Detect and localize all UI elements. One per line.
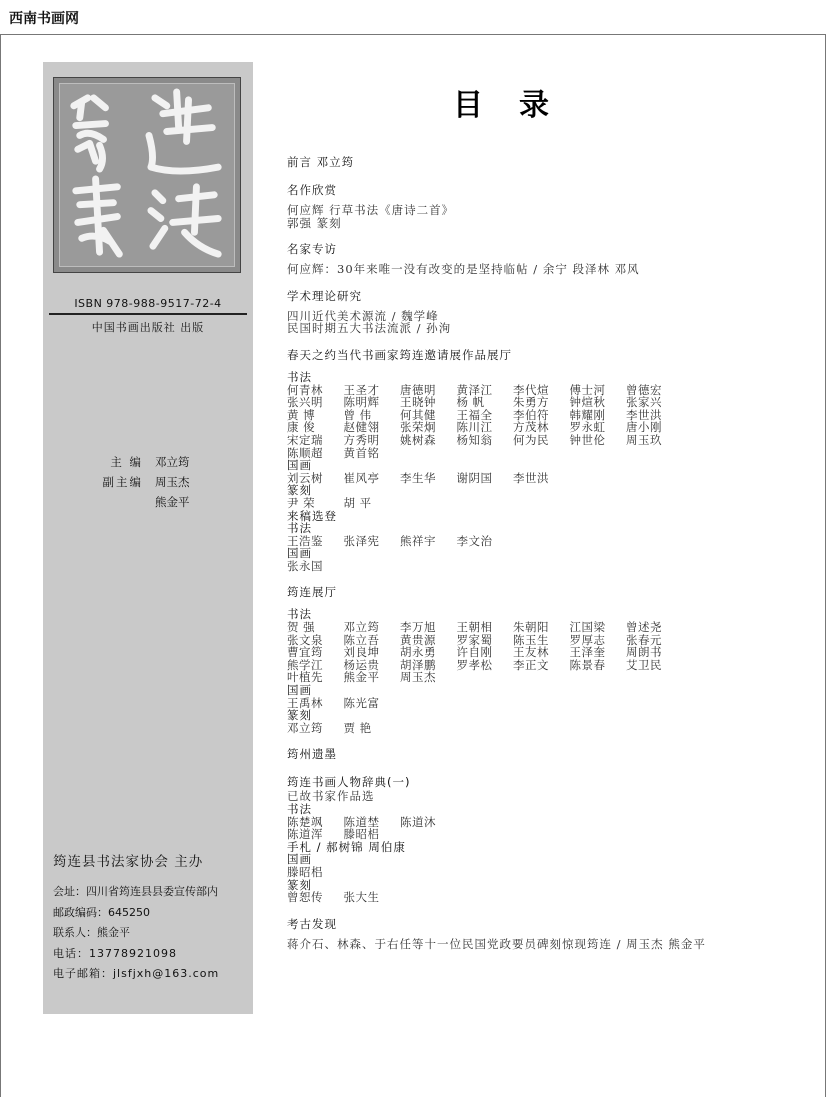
artist-name: 李文治 — [456, 533, 493, 548]
artist-name: 傅士河 — [569, 382, 606, 397]
artist-name: 唐小刚 — [626, 420, 662, 435]
toc-section-heading: 春天之约当代书画家筠连邀请展作品展厅 — [287, 347, 512, 362]
sidebar-panel — [43, 62, 253, 1014]
artist-name: 邓立筠 — [287, 720, 323, 735]
artist-name: 陈景春 — [569, 657, 606, 672]
artist-name: 王泽奎 — [569, 645, 606, 660]
name-grid — [287, 497, 727, 510]
editor-row — [43, 452, 190, 472]
host-organization: 筠连县书法家协会 主办 — [53, 854, 204, 870]
artist-name: 陈楚飒 — [287, 814, 323, 829]
artist-name: 方茂林 — [513, 420, 549, 435]
artist-name: 王浩鉴 — [287, 533, 323, 548]
artist-name: 王友林 — [513, 645, 549, 660]
isbn-number: ISBN 978-988-9517-72-4 — [74, 297, 222, 310]
toc-subheading: 国画 — [287, 546, 312, 561]
contact-postcode: 邮政编码：645250 — [53, 905, 150, 919]
toc-subheading: 篆刻 — [287, 877, 312, 892]
toc-section-heading: 学术理论研究 — [287, 288, 362, 303]
artist-name: 陈道埜 — [343, 814, 380, 829]
artist-name: 罗永虹 — [569, 420, 606, 435]
toc-entry: 何应辉：30年来唯一没有改变的是坚持临帖 / 余宁 段泽林 邓风 — [287, 262, 640, 277]
artist-name: 陈明辉 — [343, 395, 380, 410]
artist-name: 杨运贵 — [343, 657, 380, 672]
name-grid — [287, 891, 727, 904]
artist-name: 张大生 — [343, 890, 380, 905]
artist-name: 熊祥宇 — [400, 533, 436, 548]
artist-name: 李伯符 — [513, 407, 549, 422]
contact-address: 会址：四川省筠连县县委宣传部内 — [53, 885, 218, 898]
artist-name: 王晓钟 — [400, 395, 436, 410]
editor-row — [43, 472, 190, 492]
toc-section-heading: 筠州遗墨 — [287, 747, 337, 762]
artist-name: 陈道沐 — [400, 814, 436, 829]
artist-name: 李世洪 — [626, 407, 662, 422]
artist-name: 李代煊 — [513, 382, 549, 397]
artist-name: 滕昭梠 — [343, 827, 380, 842]
artist-name: 王圣才 — [343, 382, 380, 397]
editor-role — [43, 492, 155, 512]
artist-name: 李生华 — [400, 470, 436, 485]
artist-name: 张泽宪 — [343, 533, 380, 548]
artist-name: 张兴明 — [287, 395, 323, 410]
artist-name: 黄泽江 — [456, 382, 493, 397]
contact-info — [53, 882, 219, 985]
artist-name: 宋定瑞 — [287, 432, 323, 447]
artist-name: 胡 平 — [343, 495, 372, 510]
artist-name: 陈玉生 — [513, 632, 549, 647]
artist-name: 黄首铭 — [343, 445, 380, 460]
artist-name: 王朝相 — [456, 620, 493, 635]
editor-name: 邓立筠 — [155, 455, 190, 469]
artist-name: 何青林 — [287, 382, 323, 397]
name-grid — [287, 621, 727, 684]
toc-section-heading: 名家专访 — [287, 242, 337, 257]
artist-name: 熊学江 — [287, 657, 323, 672]
artist-name: 唐德明 — [400, 382, 436, 397]
toc-subheading: 篆刻 — [287, 708, 312, 723]
artist-name: 杨知翁 — [456, 432, 493, 447]
artist-name: 江国梁 — [569, 620, 606, 635]
editor-role: 副主编 — [102, 475, 143, 489]
artist-name: 陈道浑 — [287, 827, 323, 842]
artist-name: 何为民 — [513, 432, 549, 447]
contact-person: 联系人：熊金平 — [53, 926, 130, 939]
toc-preface: 前言 邓立筠 — [287, 155, 355, 169]
artist-name: 杨 帆 — [456, 395, 485, 410]
artist-name: 李世洪 — [513, 470, 549, 485]
artist-name: 方秀明 — [343, 432, 380, 447]
toc-entry: 已故书家作品选 — [287, 789, 375, 804]
toc-entry: 民国时期五大书法流派 / 孙洵 — [287, 321, 452, 336]
artist-name: 王福全 — [456, 407, 493, 422]
artist-name: 何其健 — [400, 407, 436, 422]
artist-name: 曾德宏 — [626, 382, 662, 397]
name-grid — [287, 866, 727, 879]
editor-role: 主 编 — [110, 455, 143, 469]
toc-entry: 四川近代美术源流 / 魏学峰 — [287, 308, 439, 323]
toc-subheading: 书法 — [287, 369, 312, 384]
page-title: 目录 — [453, 88, 585, 123]
artist-name: 张永国 — [287, 558, 323, 573]
editors-list — [43, 452, 190, 512]
artist-name: 周朗书 — [626, 645, 662, 660]
toc-subheading: 国画 — [287, 458, 312, 473]
name-grid — [287, 560, 727, 573]
toc-subheading: 手札 / 郝树锦 周伯康 — [287, 839, 406, 854]
toc-subheading: 书法 — [287, 521, 312, 536]
artist-name: 钟煊秋 — [569, 395, 606, 410]
artist-name: 黄 博 — [287, 407, 316, 422]
contact-phone: 电话：13778921098 — [53, 946, 177, 960]
name-grid — [287, 816, 457, 841]
artist-name: 熊金平 — [343, 670, 380, 685]
artist-name: 张家兴 — [626, 395, 662, 410]
artist-name: 曾述尧 — [626, 620, 662, 635]
artist-name: 刘良坤 — [343, 645, 380, 660]
toc-entry: 蒋介石、林森、于右任等十一位民国党政要员碑刻惊现筠连 / 周玉杰 熊金平 — [287, 936, 706, 951]
artist-name: 康 俊 — [287, 420, 316, 435]
toc-section-heading: 筠连展厅 — [287, 585, 337, 600]
name-grid — [287, 535, 727, 548]
calligraphy-logo — [53, 77, 241, 273]
artist-name: 谢阴国 — [456, 470, 493, 485]
table-of-contents — [287, 154, 727, 950]
artist-name: 周玉玖 — [626, 432, 662, 447]
name-grid — [287, 697, 727, 710]
toc-entry: 何应辉 行草书法《唐诗二首》 — [287, 203, 455, 217]
artist-name: 尹 荣 — [287, 495, 316, 510]
calligraphy-logo-image — [60, 84, 234, 266]
artist-name: 李正文 — [513, 657, 549, 672]
artist-name: 贾 艳 — [343, 720, 372, 735]
artist-name: 张荣炯 — [400, 420, 436, 435]
artist-name: 姚树森 — [400, 432, 436, 447]
toc-section-heading: 名作欣赏 — [287, 183, 337, 197]
calligraphy-logo-inner — [59, 83, 235, 267]
artist-name: 陈光富 — [343, 695, 380, 710]
artist-name: 王禹林 — [287, 695, 323, 710]
artist-name: 韩耀刚 — [569, 407, 606, 422]
artist-name: 陈川江 — [456, 420, 493, 435]
artist-name: 胡泽鹏 — [400, 657, 436, 672]
artist-name: 钟世伦 — [569, 432, 606, 447]
artist-name: 陈顺超 — [287, 445, 323, 460]
name-grid — [287, 722, 727, 735]
publisher: 中国书画出版社 出版 — [91, 321, 205, 334]
toc-subheading: 书法 — [287, 802, 312, 816]
name-grid — [287, 384, 727, 460]
artist-name: 朱勇方 — [513, 395, 549, 410]
toc-section-heading: 考古发现 — [287, 916, 337, 931]
artist-name: 张文泉 — [287, 632, 323, 647]
contact-email: 电子邮箱：jlsfjxh@163.com — [53, 967, 220, 980]
artist-name: 叶植先 — [287, 670, 323, 685]
artist-name: 李万旭 — [400, 620, 436, 635]
editor-row — [43, 492, 190, 512]
artist-name: 罗厚志 — [569, 632, 606, 647]
toc-subheading: 来稿选登 — [287, 508, 337, 523]
artist-name: 黄贵源 — [400, 632, 436, 647]
artist-name: 刘云树 — [287, 470, 323, 485]
artist-name: 曾 伟 — [343, 407, 372, 422]
name-grid — [287, 472, 727, 485]
artist-name: 贺 强 — [287, 620, 316, 635]
artist-name: 张春元 — [626, 632, 662, 647]
artist-name: 胡永勇 — [400, 645, 436, 660]
editor-name: 周玉杰 — [155, 475, 190, 489]
toc-subheading: 国画 — [287, 683, 312, 698]
artist-name: 许自刚 — [456, 645, 493, 660]
toc-subheading: 篆刻 — [287, 483, 312, 498]
artist-name: 曾恕传 — [287, 890, 323, 905]
artist-name: 赵健翎 — [343, 420, 380, 435]
artist-name: 陈立吾 — [343, 632, 380, 647]
artist-name: 朱朝阳 — [513, 620, 549, 635]
artist-name: 崔风亭 — [343, 470, 380, 485]
artist-name: 罗家蜀 — [456, 632, 493, 647]
site-title: 西南书画网 — [9, 11, 79, 27]
artist-name: 艾卫民 — [626, 657, 662, 672]
artist-name: 邓立筠 — [343, 620, 380, 635]
editor-name: 熊金平 — [155, 495, 190, 509]
artist-name: 周玉杰 — [400, 670, 436, 685]
artist-name: 曹宜筠 — [287, 645, 323, 660]
toc-section-heading: 筠连书画人物辞典(一) — [287, 775, 411, 790]
artist-name: 罗孝松 — [456, 657, 493, 672]
toc-subheading: 书法 — [287, 607, 312, 622]
toc-subheading: 国画 — [287, 852, 312, 867]
artist-name: 滕昭梠 — [287, 864, 323, 879]
isbn-divider — [49, 313, 247, 315]
toc-entry: 郭强 篆刻 — [287, 215, 342, 230]
